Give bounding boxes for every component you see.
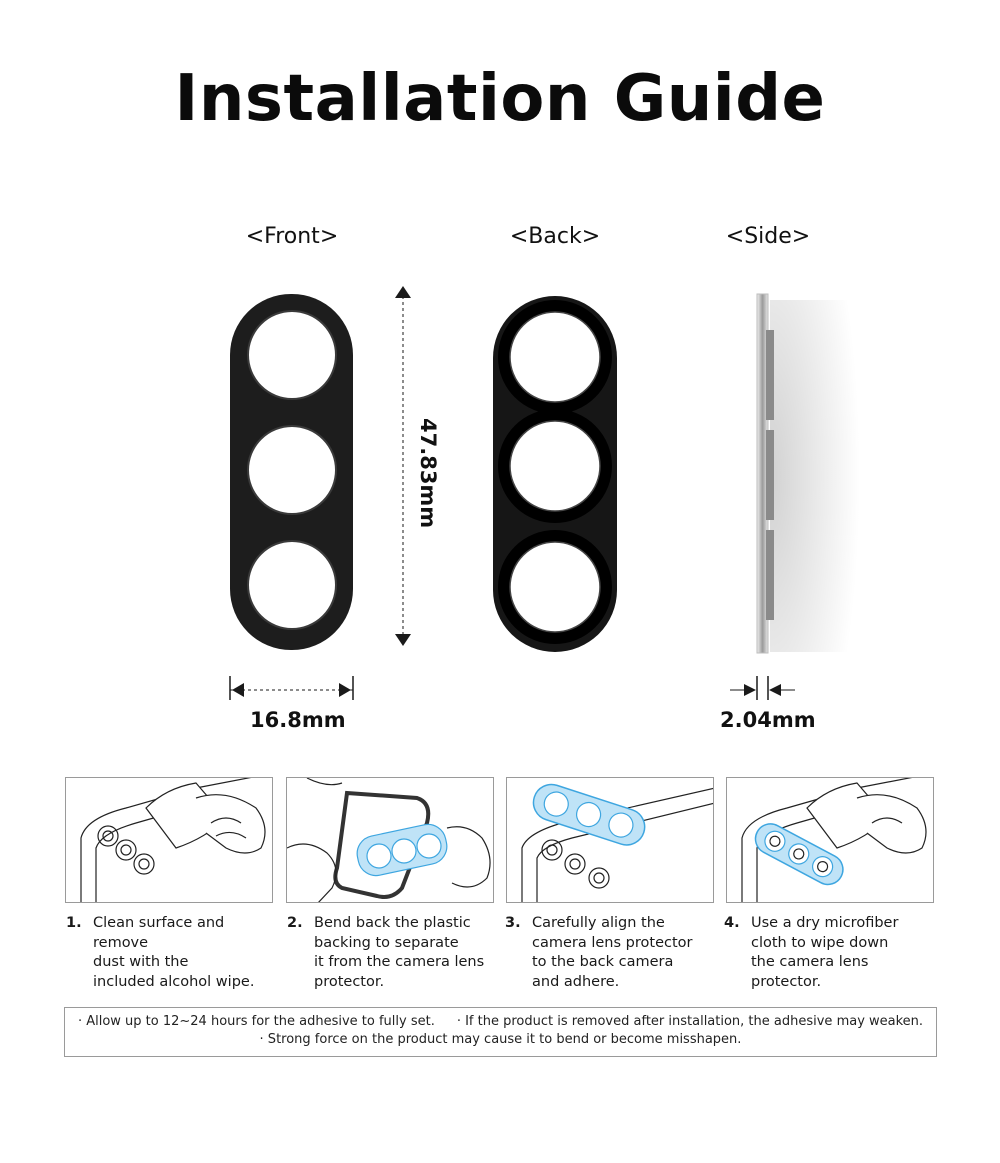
step-1-line: Clean surface and remove <box>93 915 225 951</box>
width-dimension-arrow <box>230 676 353 700</box>
step-1-number: 1. <box>66 915 82 931</box>
notes-line-1 <box>65 1014 936 1029</box>
thickness-dimension-label: 2.04mm <box>720 708 816 732</box>
step-4-line: the camera lens protector. <box>751 954 869 990</box>
step-3-text <box>532 914 722 992</box>
height-dimension-arrow <box>395 286 411 646</box>
step-1-line: dust with the <box>93 954 189 970</box>
step-1-line: included alcohol wipe. <box>93 973 255 990</box>
step-4-line: cloth to wipe down <box>751 934 889 951</box>
width-dimension-label: 16.8mm <box>250 708 346 732</box>
front-view-label: <Front> <box>245 224 339 249</box>
note-adhesive-set: · Allow up to 12~24 hours for the adhesive to fully set. <box>77 1014 435 1029</box>
step-3-line: camera lens protector <box>532 934 693 951</box>
step-4-illustration <box>726 777 934 903</box>
back-view-label: <Back> <box>509 224 601 249</box>
step-2-line: protector. <box>314 973 385 990</box>
step-1-text <box>93 914 283 992</box>
step-3-line: to the back camera <box>532 954 674 970</box>
step-4-number: 4. <box>724 915 740 931</box>
step-3-line: Carefully align the <box>532 915 665 931</box>
step-1-illustration <box>65 777 273 903</box>
step-2-line: backing to separate <box>314 934 459 951</box>
step-2-line: it from the camera lens <box>314 954 485 970</box>
step-2-illustration <box>286 777 494 903</box>
step-2-line: Bend back the plastic <box>314 915 471 931</box>
step-4-line: Use a dry microfiber <box>751 915 899 931</box>
step-4-text <box>751 914 941 992</box>
side-view-label: <Side> <box>725 224 811 249</box>
back-view-protector <box>493 296 617 652</box>
note-adhesive-weaken: · If the product is removed after installation, the adhesive may weaken. <box>456 1014 924 1029</box>
height-dimension-label: 47.83mm <box>416 418 440 529</box>
step-3-number: 3. <box>505 915 521 931</box>
step-3-illustration <box>506 777 714 903</box>
note-strong-force: · Strong force on the product may cause it to bend or become misshapen. <box>259 1032 742 1047</box>
thickness-dimension-arrow <box>730 676 795 700</box>
side-view-protector <box>757 294 860 653</box>
front-view-protector <box>230 294 353 650</box>
step-3-line: and adhere. <box>532 973 620 990</box>
notes-box <box>64 1007 937 1057</box>
notes-line-2 <box>65 1032 936 1047</box>
page-title: Installation Guide <box>174 62 826 136</box>
step-2-text <box>314 914 504 992</box>
step-2-number: 2. <box>287 915 303 931</box>
